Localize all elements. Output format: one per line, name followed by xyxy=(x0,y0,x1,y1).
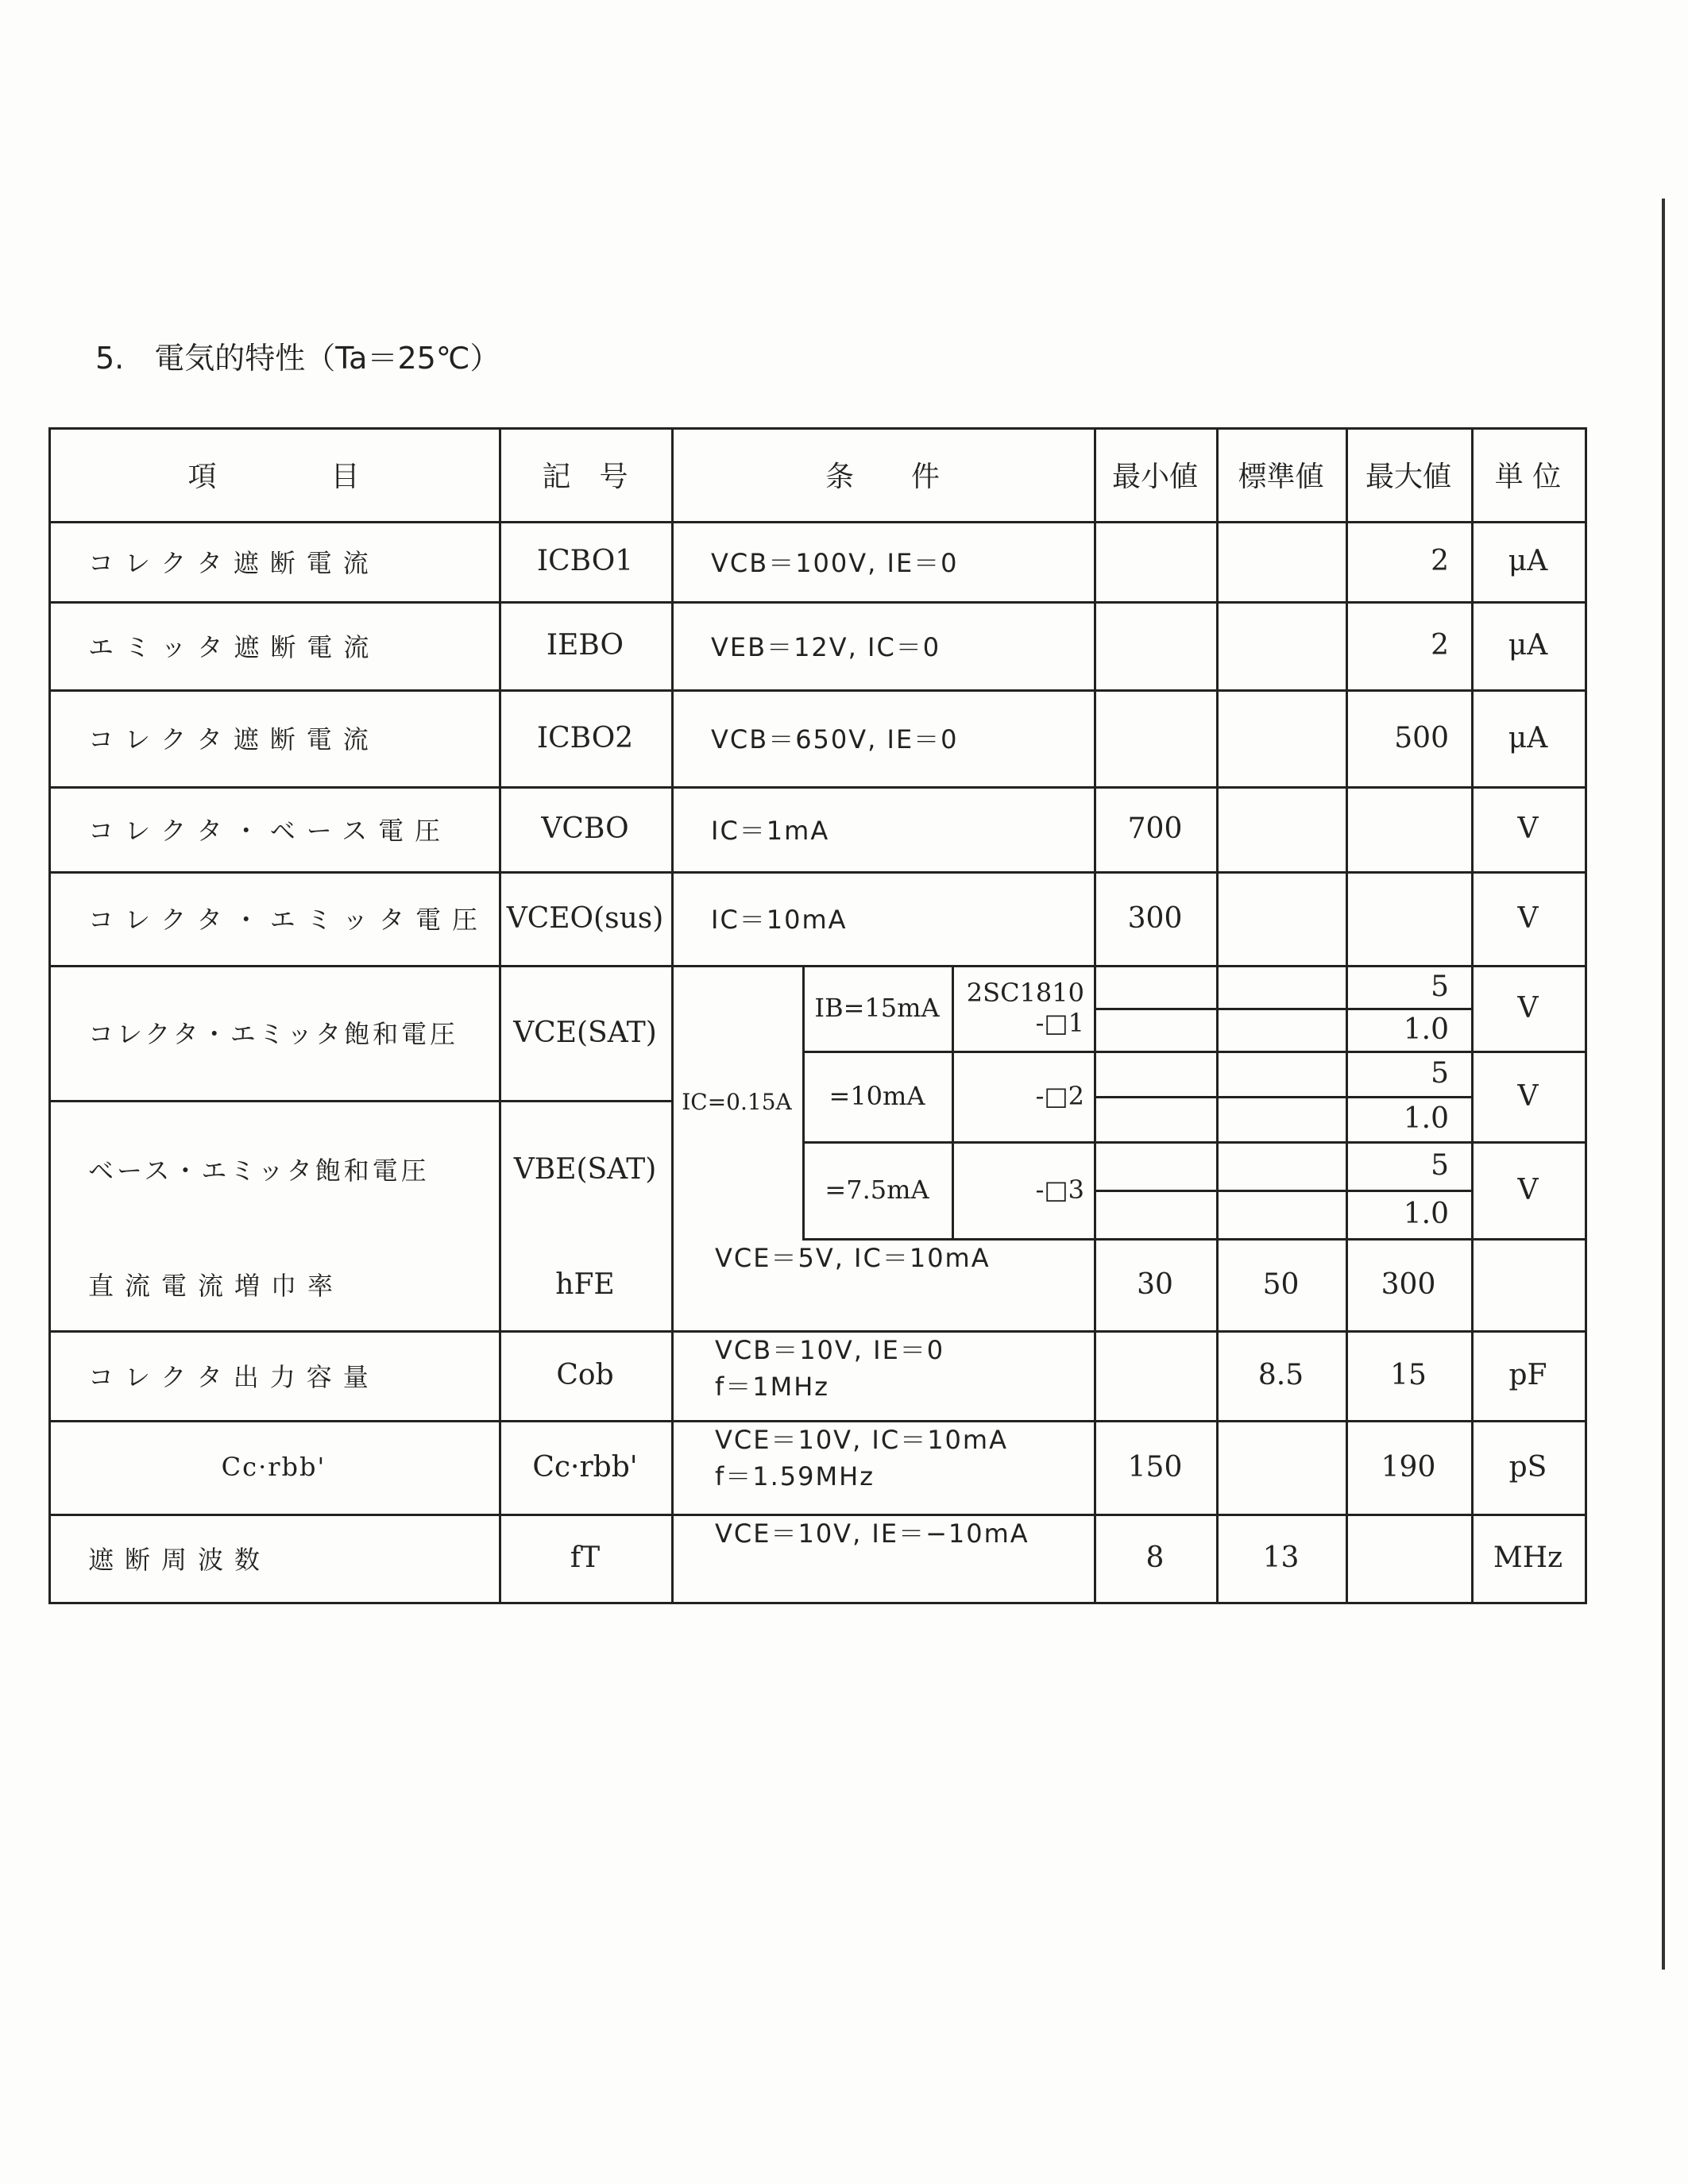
device-type xyxy=(952,965,1094,1051)
condition: VEB＝12V, IC＝0 xyxy=(711,631,941,662)
symbol: ICBO1 xyxy=(536,545,634,577)
max-value xyxy=(1346,871,1471,965)
column-header: 条 件 xyxy=(825,460,940,493)
column-header: 最大値 xyxy=(1365,460,1451,493)
typ-value xyxy=(1216,601,1346,689)
item-name: Cc·rbb' xyxy=(221,1452,326,1482)
column-header: 標準値 xyxy=(1238,460,1324,493)
rule-line xyxy=(1094,1190,1474,1192)
item-name: コレクタ遮断電流 xyxy=(88,724,380,754)
unit: V xyxy=(1517,901,1539,935)
device-type xyxy=(952,1141,1094,1238)
typ-value: 50 xyxy=(1262,1268,1300,1301)
item-name: コレクタ・ベース電圧 xyxy=(88,815,452,846)
unit: V xyxy=(1517,1079,1539,1113)
max-value: 5 xyxy=(1431,1057,1449,1090)
symbol: fT xyxy=(570,1542,601,1574)
device-suffix: -□1 xyxy=(1035,1008,1084,1038)
max-value: 500 xyxy=(1394,721,1449,754)
condition-line: f＝1.59MHz xyxy=(715,1461,875,1491)
condition: IC＝1mA xyxy=(711,815,830,846)
symbol: VCBO xyxy=(541,812,629,845)
unit: pS xyxy=(1508,1450,1547,1484)
max-value: 190 xyxy=(1381,1450,1436,1484)
min-value: 150 xyxy=(1127,1450,1183,1484)
max-value: 2 xyxy=(1431,545,1449,577)
rule-line xyxy=(952,965,954,1238)
condition xyxy=(671,1330,1094,1420)
condition xyxy=(671,1238,1094,1330)
column-header: 単 位 xyxy=(1494,460,1562,493)
max-value xyxy=(1346,786,1471,871)
condition-line: VCE＝5V, IC＝10mA xyxy=(715,1243,991,1273)
rule-line xyxy=(1216,427,1219,1604)
typ-value: 13 xyxy=(1262,1542,1300,1574)
column-header: 最小値 xyxy=(1111,460,1198,493)
rule-line xyxy=(1585,427,1587,1604)
typ-value xyxy=(1216,689,1346,786)
condition xyxy=(671,1514,1094,1602)
symbol: IEBO xyxy=(546,629,624,662)
unit xyxy=(1471,1238,1585,1330)
rule-line xyxy=(802,965,805,1238)
typ-value xyxy=(1216,786,1346,871)
section-title: 5. 電気的特性（Ta＝25℃） xyxy=(95,341,500,376)
symbol: Cob xyxy=(556,1359,614,1391)
max-value: 5 xyxy=(1431,1149,1449,1182)
unit: μA xyxy=(1508,721,1548,754)
typ-value xyxy=(1216,1420,1346,1514)
ib-condition: IB=15mA xyxy=(814,993,940,1023)
rule-line xyxy=(48,1100,674,1102)
unit: MHz xyxy=(1493,1542,1563,1574)
condition-line: f＝1MHz xyxy=(715,1372,830,1402)
unit: μA xyxy=(1508,545,1548,577)
device-name: 2SC1810 xyxy=(966,978,1084,1008)
unit: V xyxy=(1517,812,1539,845)
condition-line: VCB＝10V, IE＝0 xyxy=(715,1335,945,1365)
symbol: VCE(SAT) xyxy=(513,1016,657,1049)
max-value: 1.0 xyxy=(1403,1102,1449,1135)
rule-line xyxy=(48,1602,1587,1604)
unit: V xyxy=(1517,991,1539,1024)
item-name: コレクタ遮断電流 xyxy=(88,547,380,578)
condition-line: VCE＝10V, IC＝10mA xyxy=(715,1425,1008,1455)
max-value xyxy=(1346,1514,1471,1602)
rule-line xyxy=(671,427,674,1604)
column-header: 記 号 xyxy=(542,460,628,493)
device-suffix: -□2 xyxy=(1035,1081,1084,1111)
unit: μA xyxy=(1508,629,1548,662)
condition: VCB＝100V, IE＝0 xyxy=(711,547,959,578)
unit: V xyxy=(1517,1173,1539,1206)
rule-line xyxy=(1094,427,1096,1604)
rule-line xyxy=(48,427,51,1604)
rule-line xyxy=(1471,427,1474,1604)
max-value: 300 xyxy=(1381,1268,1436,1301)
item-name: 直流電流増巾率 xyxy=(88,1271,345,1301)
binding-edge xyxy=(1662,199,1665,1970)
device-type xyxy=(952,1051,1094,1141)
unit: pF xyxy=(1508,1359,1547,1391)
condition: IC＝10mA xyxy=(711,905,848,935)
item-name: 遮断周波数 xyxy=(88,1544,272,1575)
rule-line xyxy=(1346,427,1348,1604)
rule-line xyxy=(48,427,1587,430)
ic-condition: IC=0.15A xyxy=(682,1088,792,1115)
min-value xyxy=(1094,1330,1216,1420)
typ-value: 8.5 xyxy=(1257,1359,1304,1391)
item-name: エミッタ遮断電流 xyxy=(88,631,380,662)
item-name: コレクタ・エミッタ飽和電圧 xyxy=(88,1019,459,1049)
min-value xyxy=(1094,601,1216,689)
symbol: VBE(SAT) xyxy=(513,1152,657,1186)
rule-line xyxy=(1094,1096,1474,1098)
item-name: コレクタ・エミッタ電圧 xyxy=(88,905,489,935)
min-value: 700 xyxy=(1127,812,1183,845)
max-value: 15 xyxy=(1390,1359,1427,1391)
symbol: hFE xyxy=(555,1268,615,1301)
rule-line xyxy=(499,427,501,1604)
symbol: Cc·rbb' xyxy=(532,1450,638,1484)
max-value: 1.0 xyxy=(1403,1198,1449,1230)
ib-condition: =10mA xyxy=(829,1081,925,1111)
max-value: 2 xyxy=(1431,629,1449,662)
min-value xyxy=(1094,521,1216,601)
min-value: 8 xyxy=(1145,1542,1165,1574)
column-header: 項 目 xyxy=(187,460,360,493)
max-value: 1.0 xyxy=(1403,1013,1449,1046)
min-value: 300 xyxy=(1127,901,1183,935)
symbol: ICBO2 xyxy=(536,721,634,754)
typ-value xyxy=(1216,521,1346,601)
rule-line xyxy=(1094,1008,1474,1010)
max-value: 5 xyxy=(1431,970,1449,1003)
device-suffix: -□3 xyxy=(1035,1175,1084,1205)
ib-condition: =7.5mA xyxy=(825,1175,929,1205)
condition xyxy=(671,1420,1094,1514)
item-name: ベース・エミッタ飽和電圧 xyxy=(88,1156,430,1186)
condition-line: VCE＝10V, IE＝−10mA xyxy=(715,1518,1029,1549)
condition: VCB＝650V, IE＝0 xyxy=(711,724,959,754)
item-name: コレクタ出力容量 xyxy=(88,1361,380,1392)
min-value: 30 xyxy=(1137,1268,1173,1301)
min-value xyxy=(1094,689,1216,786)
typ-value xyxy=(1216,871,1346,965)
symbol: VCEO(sus) xyxy=(506,901,664,935)
